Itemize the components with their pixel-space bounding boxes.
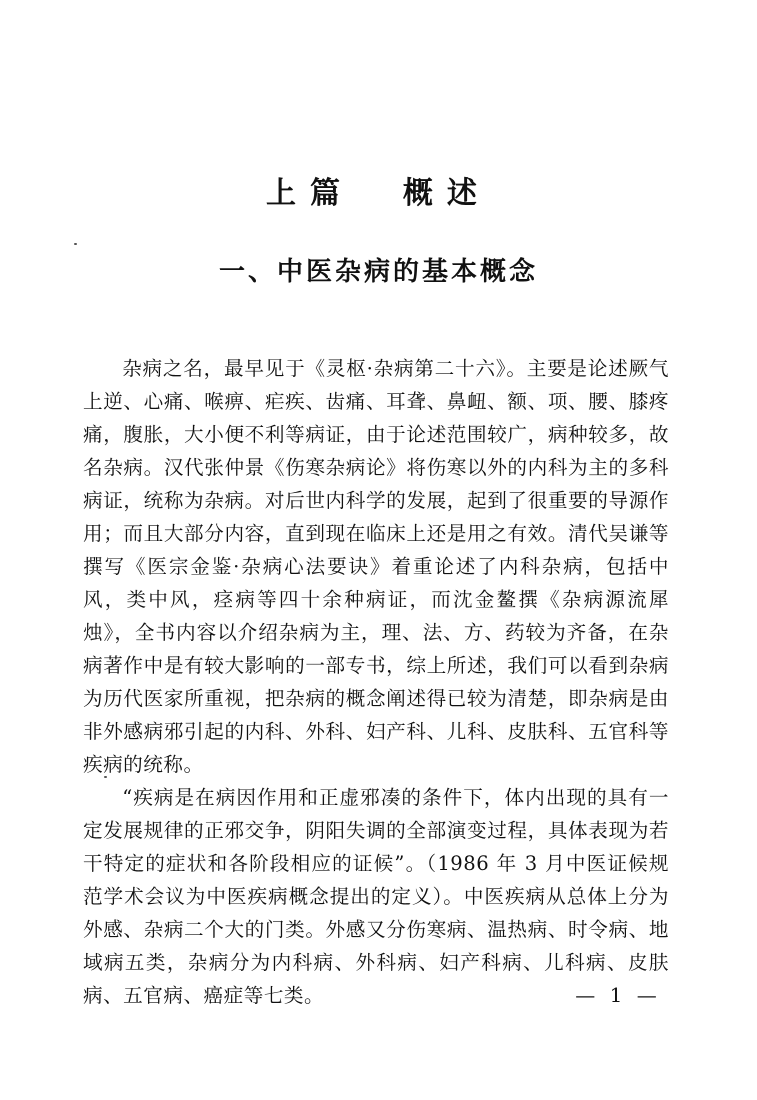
paragraph: “疾病是在病因作用和正虚邪凑的条件下，体内出现的具有一定发展规律的正邪交争，阴阳失调的全部演变过程，具体表现为若干特定的症状和各阶段相应的证候”。（1986 年 3 月中医证候规范学术会议为中医疾病概念提出的定义）。中医疾病从总体上分为外感、杂病二个大的门类。外感又分伤寒病、温热病、时令病、地域病五类，杂病分为内科病、外科病、妇产科病、儿科病、皮肤病、五官病、癌症等七类。 bbox=[83, 786, 669, 1007]
page-number: — 1 — bbox=[575, 983, 661, 1007]
part-title: 上篇 概述 bbox=[266, 176, 491, 211]
scan-speck bbox=[74, 243, 77, 245]
scan-speck bbox=[104, 776, 107, 778]
chapter-title: 一、中医杂病的基本概念 bbox=[218, 257, 538, 287]
body-text bbox=[83, 352, 669, 1012]
paragraph: 杂病之名，最早见于《灵枢·杂病第二十六》。主要是论述厥气上逆、心痛、喉痹、疟疾、齿痛、耳聋、鼻衄、额、项、腰、膝疼痛，腹胀，大小便不利等病证，由于论述范围较广，病种较多，故名杂病。汉代张仲景《伤寒杂病论》将伤寒以外的内科为主的多科病证，统称为杂病。对后世内科学的发展，起到了很重要的导源作用；而且大部分内容，直到现在临床上还是用之有效。清代吴谦等撰写《医宗金鉴·杂病心法要诀》着重论述了内科杂病，包括中风，类中风，痉病等四十余种病证，而沈金鳌撰《杂病源流犀烛》，全书内容以介绍杂病为主，理、法、方、药较为齐备，在杂病著作中是有较大影响的一部专书，综上所述，我们可以看到杂病为历代医家所重视，把杂病的概念阐述得已较为清楚，即杂病是由非外感病邪引起的内科、外科、妇产科、儿科、皮肤科、五官科等疾病的统称。 bbox=[83, 357, 669, 776]
